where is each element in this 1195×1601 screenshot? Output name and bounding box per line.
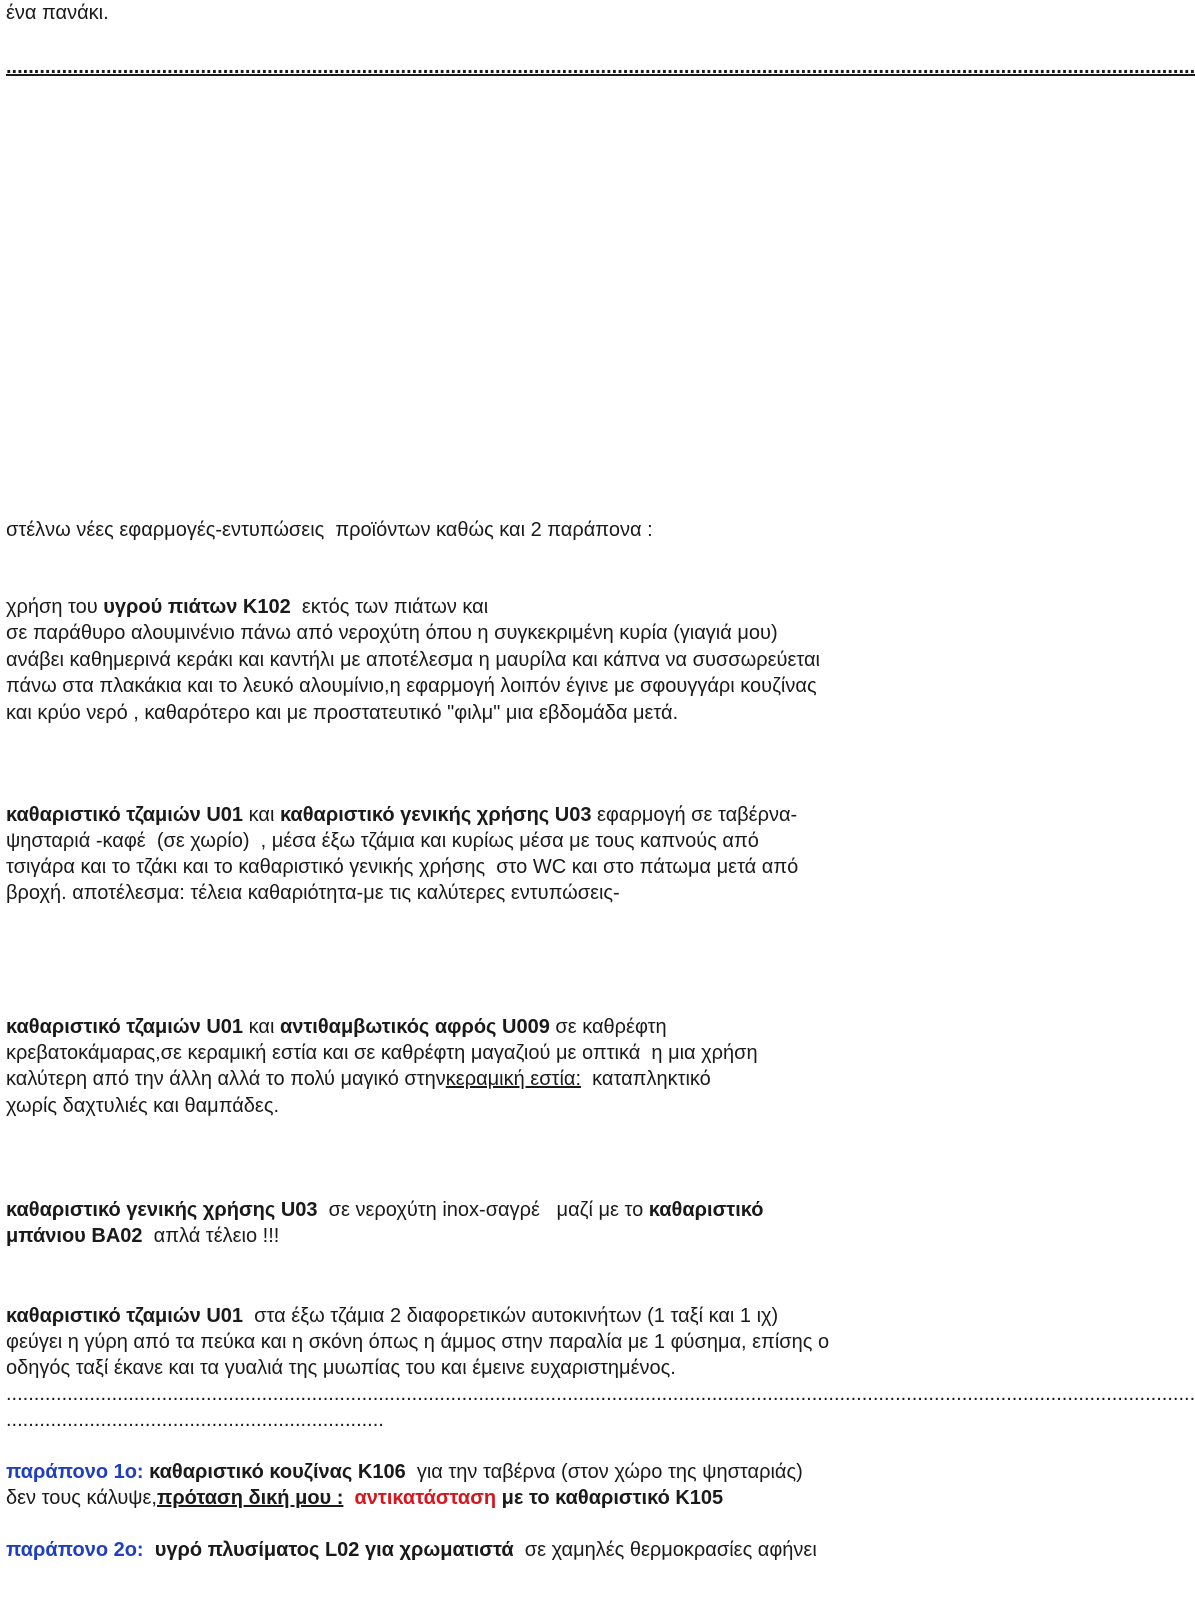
paragraph-2-line-3: τσιγάρα και το τζάκι και το καθαριστικό γενικής χρήσης στο WC και στο πάτωμα μετά από	[6, 856, 799, 878]
text-span: σε καθρέφτη	[549, 1016, 667, 1038]
underlined-text: κεραμική εστία:	[445, 1068, 582, 1090]
product-name: καθαριστικό	[648, 1199, 764, 1221]
paragraph-1-line-3: ανάβει καθημερινά κεράκι και καντήλι με αποτέλεσμα η μαυρίλα και κάπνα να συσσωρεύεται	[6, 649, 821, 671]
text-span: για την ταβέρνα (στον χώρο της ψησταριάς)	[405, 1461, 803, 1483]
complaint-1-line-2	[6, 1485, 723, 1511]
text-span: εκτός των πιάτων και	[290, 596, 489, 618]
product-name: καθαριστικό τζαμιών U01	[6, 1305, 244, 1327]
paragraph-4-line-1	[6, 1197, 763, 1223]
paragraph-5-line-2: φεύγει η γύρη από τα πεύκα και η σκόνη όπως η άμμος στην παραλία με 1 φύσημα, επίσης ο	[6, 1331, 830, 1353]
paragraph-2-line-2: ψησταριά -καφέ (σε χωρίο) , μέσα έξω τζάμια και κυρίως μέσα με τους καπνούς από	[6, 830, 759, 852]
product-name: καθαριστικό κουζίνας K106	[143, 1461, 406, 1483]
paragraph-1-line-1	[6, 594, 488, 620]
paragraph-2-line-4: βροχή. αποτέλεσμα: τέλεια καθαριότητα-με τις καλύτερες εντυπώσεις-	[6, 882, 620, 904]
paragraph-3-line-2: κρεβατοκάμαρας,σε κεραμική εστία και σε καθρέφτη μαγαζιού με οπτικά η μια χρήση	[6, 1042, 758, 1064]
proposal-label: πρόταση δική μου :	[157, 1487, 344, 1509]
product-name: αντιθαμβωτικός αφρός U009	[279, 1016, 550, 1038]
paragraph-1-line-4: πάνω στα πλακάκια και το λευκό αλουμίνιο,η εφαρμογή λοιπόν έγινε με σφουγγάρι κουζίνας	[6, 675, 817, 697]
product-name: καθαριστικό γενικής χρήσης U03	[279, 804, 592, 826]
text-span: δεν τους κάλυψε,	[6, 1487, 157, 1509]
text-span: σε χαμηλές θερμοκρασίες αφήνει	[513, 1539, 817, 1561]
text-span: απλά τέλειο !!!	[142, 1225, 280, 1247]
text-span: και	[243, 1016, 280, 1038]
text-span: χρήση του	[6, 596, 104, 618]
product-name: μπάνιου BA02	[6, 1225, 143, 1247]
separator-dots: ......................................................................................................................................................................................................................	[6, 1383, 1195, 1405]
text-span	[343, 1487, 354, 1509]
paragraph-1-line-5: και κρύο νερό , καθαρότερο και με προστατευτικό "φιλμ" μια εβδομάδα μετά.	[6, 702, 679, 724]
paragraph-1-line-2: σε παράθυρο αλουμινένιο πάνω από νεροχύτη όπου η συγκεκριμένη κυρία (γιαγιά μου)	[6, 622, 778, 644]
product-name: καθαριστικό τζαμιών U01	[6, 1016, 244, 1038]
text-span: εφαρμογή σε ταβέρνα-	[591, 804, 798, 826]
product-name: καθαριστικό γενικής χρήσης U03	[6, 1199, 318, 1221]
text-span: καταπληκτικό	[581, 1068, 711, 1090]
separator-dots: ....................................................................	[6, 1409, 384, 1431]
replacement-highlight: αντικατάσταση	[354, 1487, 497, 1509]
product-name: υγρού πιάτων K102	[103, 596, 291, 618]
paragraph-3-line-4: χωρίς δαχτυλιές και θαμπάδες.	[6, 1095, 280, 1117]
complaint-2-line-1	[6, 1537, 817, 1563]
paragraph-5-line-3: οδηγός ταξί έκανε και τα γυαλιά της μυωπίας του και έμεινε ευχαριστημένος.	[6, 1357, 676, 1379]
complaint-label: παράπονο 2ο:	[6, 1539, 144, 1561]
paragraph-3-line-3	[6, 1066, 711, 1092]
text-span: και	[243, 804, 280, 826]
text-span: στα έξω τζάμια 2 διαφορετικών αυτοκινήτων (1 ταξί και 1 ιχ)	[243, 1305, 779, 1327]
product-name: με το καθαριστικό K105	[496, 1487, 724, 1509]
text-line: ένα πανάκι.	[6, 2, 109, 24]
paragraph-4-line-2	[6, 1223, 279, 1249]
intro-line: στέλνω νέες εφαρμογές-εντυπώσεις προϊόντων καθώς και 2 παράπονα :	[6, 519, 653, 541]
paragraph-2-line-1	[6, 802, 797, 828]
paragraph-5-line-1	[6, 1303, 778, 1329]
text-span: σε νεροχύτη inox-σαγρέ μαζί με το	[317, 1199, 649, 1221]
text-span: καλύτερη από την άλλη αλλά το πολύ μαγικό στην	[6, 1068, 446, 1090]
paragraph-3-line-1	[6, 1014, 667, 1040]
product-name: καθαριστικό τζαμιών U01	[6, 804, 244, 826]
product-name: υγρό πλυσίματος L02 για χρωματιστά	[143, 1539, 514, 1561]
complaint-label: παράπονο 1ο:	[6, 1461, 144, 1483]
complaint-1-line-1	[6, 1459, 803, 1485]
separator-dots: ......................................................................................................................................................................................................................	[6, 56, 1195, 78]
